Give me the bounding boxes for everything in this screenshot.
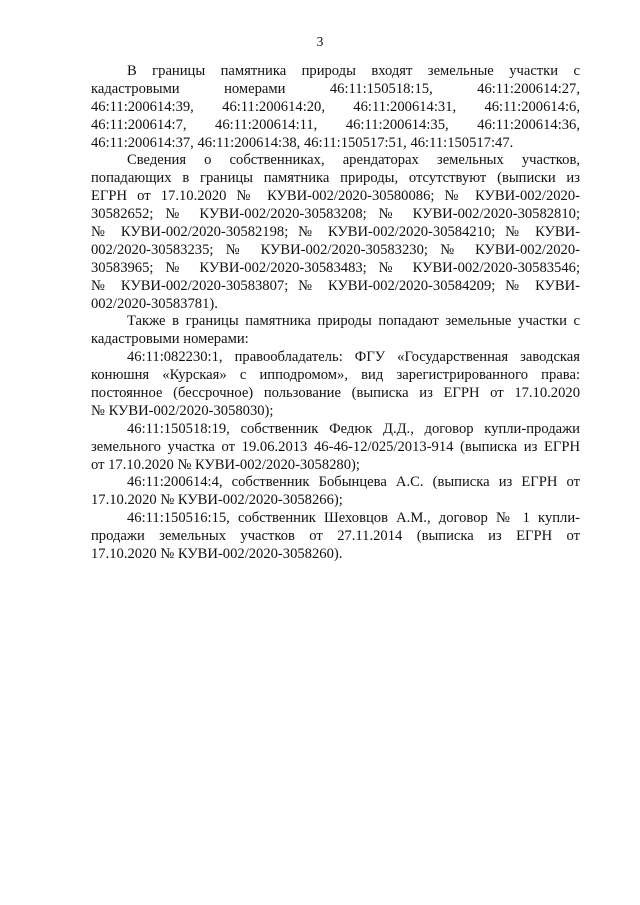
text-line: попадающих в границы памятника природы, отсутствуют (выписки из	[91, 170, 580, 187]
paragraph-also-included	[91, 313, 580, 349]
text-line: от 17.10.2020 № КУВИ-002/2020-3058280);	[91, 456, 360, 473]
paragraph-owners-info	[91, 152, 580, 313]
text-line: 46:11:200614:7, 46:11:200614:11, 46:11:200614:35, 46:11:200614:36,	[91, 116, 580, 133]
text-line: 17.10.2020 № КУВИ-002/2020-3058266);	[91, 492, 343, 509]
text-line: земельного участка от 19.06.2013 46-46-12/025/2013-914 (выписка из ЕГРН	[91, 438, 580, 455]
text-line: № КУВИ-002/2020-30582198; № КУВИ-002/2020-30584210; № КУВИ-	[91, 224, 580, 241]
text-line: 46:11:150516:15, собственник Шеховцов А.М., договор № 1 купли-	[127, 510, 580, 527]
text-line: Сведения о собственниках, арендаторах земельных участков,	[127, 152, 580, 169]
text-line: ЕГРН от 17.10.2020 № КУВИ-002/2020-30580086; № КУВИ-002/2020-	[91, 188, 580, 205]
paragraph-parcel-200614-4	[91, 474, 580, 510]
text-line: конюшня «Курская» с ипподромом», вид зарегистрированного права:	[91, 367, 580, 384]
text-line: 30583965; № КУВИ-002/2020-30583483; № КУВИ-002/2020-30583546;	[91, 259, 580, 276]
text-line: 002/2020-30583781).	[91, 295, 218, 312]
text-line: 46:11:200614:39, 46:11:200614:20, 46:11:200614:31, 46:11:200614:6,	[91, 98, 580, 115]
paragraph-parcel-082230-1	[91, 349, 580, 421]
page-number: 3	[316, 34, 324, 49]
text-line: Также в границы памятника природы попадают земельные участки с	[127, 313, 580, 330]
text-line: 46:11:082230:1, правообладатель: ФГУ «Государственная заводская	[127, 349, 580, 366]
text-line: 46:11:200614:4, собственник Бобынцева А.С. (выписка из ЕГРН от	[127, 474, 580, 491]
text-line: № КУВИ-002/2020-30583807; № КУВИ-002/2020-30584209; № КУВИ-	[91, 277, 580, 294]
text-line: кадастровыми номерами:	[91, 331, 249, 348]
paragraph-parcel-150516-15	[91, 510, 580, 564]
text-line: продажи земельных участков от 27.11.2014 (выписка из ЕГРН от	[91, 528, 580, 545]
paragraph-boundaries	[91, 63, 580, 152]
text-line: 46:11:200614:37, 46:11:200614:38, 46:11:150517:51, 46:11:150517:47.	[91, 134, 514, 151]
text-line: постоянное (бессрочное) пользование (выписка из ЕГРН от 17.10.2020	[91, 385, 580, 402]
text-line: В границы памятника природы входят земельные участки с	[127, 63, 580, 79]
document-body	[91, 63, 580, 564]
text-line: № КУВИ-002/2020-3058030);	[91, 402, 274, 419]
text-line: кадастровыми номерами 46:11:150518:15, 46:11:200614:27,	[91, 80, 580, 97]
text-line: 30582652; № КУВИ-002/2020-30583208; № КУВИ-002/2020-30582810;	[91, 206, 580, 223]
text-line: 17.10.2020 № КУВИ-002/2020-3058260).	[91, 546, 343, 563]
text-line: 002/2020-30583235; № КУВИ-002/2020-30583230; № КУВИ-002/2020-	[91, 241, 580, 258]
text-line: 46:11:150518:19, собственник Федюк Д.Д., договор купли-продажи	[127, 420, 580, 437]
paragraph-parcel-150518-19	[91, 421, 580, 475]
